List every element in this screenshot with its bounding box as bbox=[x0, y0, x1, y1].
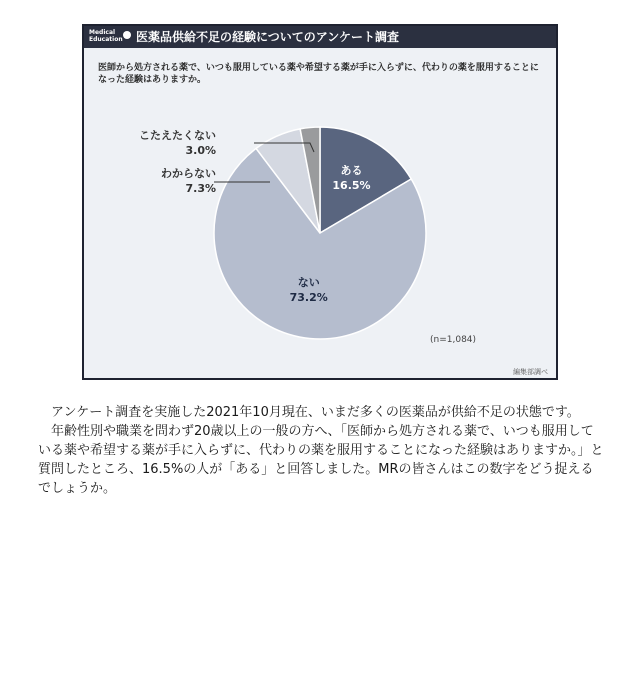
survey-question: 医師から処方される薬で、いつも服用している薬や希望する薬が手に入らずに、代わりの薬を服用することになった経験はありますか。 bbox=[98, 63, 539, 85]
logo-text-line1: Medical bbox=[89, 29, 116, 36]
article-paragraph-2: 年齢性別や職業を問わず20歳以上の一般の方へ、「医師から処方される薬で、いつも服用している薬や希望する薬が手に入らずに、代わりの薬を服用することになった経験はありますか。」と質問したところ、16.5%の人が「ある」と回答しました。MRの皆さんはこの数字をどう捉えるでしょうか。 bbox=[38, 424, 604, 496]
pie-chart bbox=[84, 48, 556, 378]
article-body bbox=[38, 403, 606, 498]
slice-label-aru bbox=[322, 163, 382, 193]
slice-label-kotaetakunai bbox=[124, 128, 216, 158]
slice-name: ない bbox=[297, 276, 320, 290]
slice-label-wakaranai bbox=[124, 166, 216, 196]
slice-name: ある bbox=[340, 163, 363, 177]
logo-text-line2: Education bbox=[89, 36, 123, 43]
slice-value: 7.3% bbox=[185, 182, 216, 195]
chart-title: 医薬品供給不足の経験についてのアンケート調査 bbox=[136, 30, 400, 44]
sample-size-note: (n=1,084) bbox=[430, 335, 477, 345]
slice-name: わからない bbox=[161, 167, 216, 180]
slice-label-nai bbox=[279, 275, 339, 305]
slice-name: こたえたくない bbox=[139, 129, 216, 142]
slice-value: 3.0% bbox=[185, 144, 216, 157]
slice-value: 16.5% bbox=[332, 178, 371, 192]
survey-chart-figure bbox=[82, 24, 558, 380]
chart-panel bbox=[84, 48, 556, 378]
slice-value: 73.2% bbox=[289, 291, 328, 305]
source-credit: 編集部調べ bbox=[513, 368, 548, 376]
logo-mark-icon bbox=[123, 31, 131, 39]
medical-education-logo bbox=[89, 29, 129, 45]
chart-header bbox=[84, 26, 556, 48]
article-paragraph-1: アンケート調査を実施した2021年10月現在、いまだ多くの医薬品が供給不足の状態です。 bbox=[51, 405, 580, 420]
